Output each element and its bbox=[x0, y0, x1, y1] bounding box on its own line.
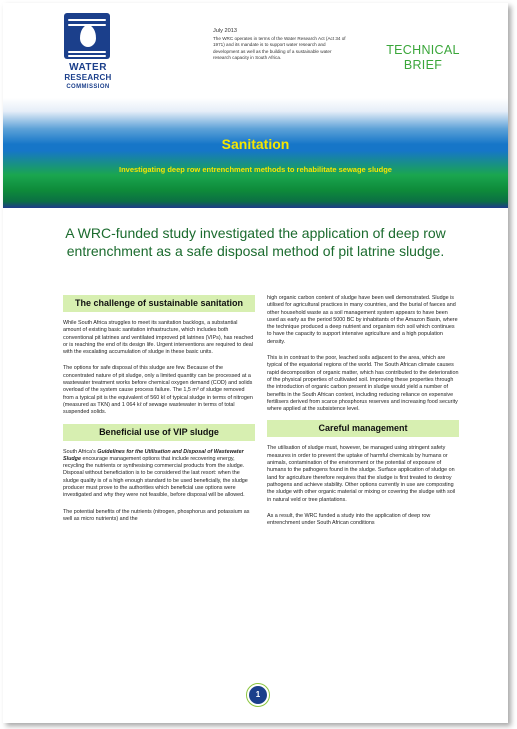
mandate-text: The WRC operates in terms of the Water Research Act (Act 34 of 1971) and its mandate is to support water research and development as well as the building of a sustainable water research capacity in South Africa. bbox=[213, 35, 346, 61]
right-column bbox=[267, 295, 459, 534]
logo-line1: WATER bbox=[69, 62, 107, 73]
paragraph: As a result, the WRC funded a study into the application of deep row entrenchment under South African conditions bbox=[267, 512, 431, 527]
document-page bbox=[3, 3, 508, 723]
logo-line3: COMMISSION bbox=[66, 84, 110, 90]
section-heading-careful-management: Careful management bbox=[267, 420, 459, 437]
title-banner bbox=[3, 98, 508, 208]
tech-brief-line1: TECHNICAL bbox=[386, 43, 460, 57]
paragraph: While South Africa struggles to meet its sanitation backlogs, a substantial amount of existing basic sanitation infrastructure, which includes both conventional pit latrines and ventilated improved pit latrines (VIPs), has reached or is reaching the end of its design life. Urgent interventions are required to deal with the escalating accumulation of sludge in these basic units. bbox=[63, 320, 254, 356]
section-heading-challenge: The challenge of sustainable sanitation bbox=[63, 295, 255, 312]
banner-title: Sanitation bbox=[221, 136, 290, 152]
paragraph-body: encourage management options that include recovering energy, recycling the nutrients or synthesising commercial products from the sludge. Disposal without beneficiation is to be considered the last resort: when the sludge quality is of a high enough standard to be used beneficially, the sludge producer must prove to the authorities which beneficial use options were investigated and why they were not feasible, before disposal will be allowed. bbox=[63, 455, 248, 499]
water-drop-icon bbox=[64, 13, 110, 59]
paragraph-lead: South Africa's bbox=[63, 448, 98, 455]
guidelines-title: Guidelines for the Utilisation and Disposal of Wastewater Sludge bbox=[63, 448, 244, 462]
banner-subtitle: Investigating deep row entrenchment methods to rehabilitate sewage sludge bbox=[119, 165, 392, 174]
technical-brief-label bbox=[373, 43, 473, 73]
paragraph: The options for safe disposal of this sludge are few. Because of the concentrated nature of pit sludge, only a limited quantity can be processed at a wastewater treatment works before chemical oxygen demand (COD) and solids overload of the system cause process failure. The 1,5 m³ of sludge removed from a typical pit is the equivalent of 560 kℓ of typical sludge in terms of nitrogen (measured as TKN) and 1 064 kℓ of sewage wastewater in terms of total suspended solids. bbox=[63, 365, 253, 416]
issue-date: July 2013 bbox=[213, 28, 237, 34]
page-header bbox=[3, 3, 508, 98]
header-note bbox=[213, 28, 348, 62]
left-column bbox=[63, 295, 255, 530]
paragraph: The potential benefits of the nutrients (nitrogen, phosphorus and potassium as well as micro nutrients) and the bbox=[63, 508, 250, 522]
paragraph: This is in contrast to the poor, leached soils adjacent to the area, which are typical of the equatorial regions of the world. The South African climate causes rapid decomposition of organic matter, which has contributed to the deterioration of the physical properties of cultivated soil. Improving these properties through the introduction of organic carbon present in sludge would yield a number of benefits in the South African context, including reducing reliance on expensive fertilisers derived from scarce phosphorus reserves and increasing food security where applied at the subsistence level. bbox=[267, 355, 459, 413]
paragraph bbox=[63, 449, 255, 500]
page-number: 1 bbox=[249, 686, 267, 704]
paragraph: high organic carbon content of sludge have been well demonstrated. Sludge is utilised for agricultural practices in many countries, and the burial of faeces and other household waste as a soil management system appears to have been used as early as the period 5000 BC by inhabitants of the Amazon Basin, where the technique produced a deep nutrient and organism rich soil which continues to have the capacity to support intensive agriculture and a high population density. bbox=[267, 295, 458, 345]
logo-line2: RESEARCH bbox=[64, 73, 112, 82]
lead-statement: A WRC-funded study investigated the application of deep row entrenchment as a safe disposal method of pit latrine sludge. bbox=[65, 225, 446, 259]
wrc-logo bbox=[58, 13, 118, 98]
paragraph: The utilisation of sludge must, however, be managed using stringent safety measures in order to prevent the uptake of harmful chemicals by humans or animals, contamination of the environment or the potential of exposure of humans to the pathogens found in the sludge. Surface application of sludge on land for agriculture therefore requires that the sludge is first treated to destroy pathogens and achieve stability. Other options currently in use are composting the sludge with other organic material or mixing or covering the sludge with soil in natural veld or tree plantations. bbox=[267, 445, 456, 503]
section-heading-vip-sludge: Beneficial use of VIP sludge bbox=[63, 424, 255, 441]
tech-brief-line2: BRIEF bbox=[403, 58, 443, 72]
